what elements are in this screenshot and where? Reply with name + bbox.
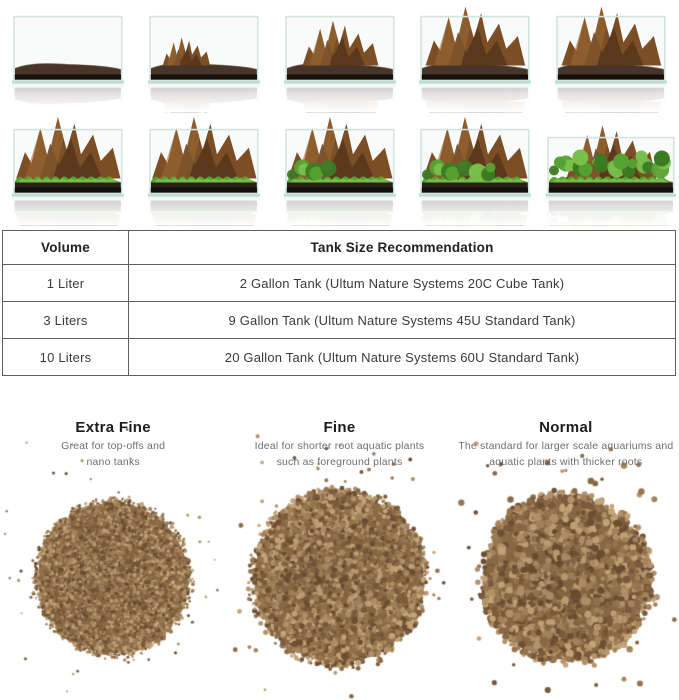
grain-size-description: Ideal for shorter root aquatic plants such as foreground plants <box>254 440 425 468</box>
grain-column-normal <box>453 412 679 700</box>
tank-stage-9-photo <box>407 113 543 226</box>
table-row <box>3 302 676 339</box>
volume-cell: 10 Liters <box>3 339 129 376</box>
tank-stage-10-photo <box>543 113 679 226</box>
grain-size-title: Extra Fine <box>75 419 151 436</box>
column-header-tank-size: Tank Size Recommendation <box>129 231 676 265</box>
tank-stage-5-photo <box>543 0 679 113</box>
recommendation-cell: 2 Gallon Tank (Ultum Nature Systems 20C Cube Tank) <box>129 265 676 302</box>
volume-cell: 1 Liter <box>3 265 129 302</box>
recommendation-cell: 9 Gallon Tank (Ultum Nature Systems 45U Standard Tank) <box>129 302 676 339</box>
tank-stage-4-photo <box>407 0 543 113</box>
grain-size-section <box>0 412 679 700</box>
grain-column-fine <box>226 412 452 700</box>
column-header-volume: Volume <box>3 231 129 265</box>
recommendation-cell: 20 Gallon Tank (Ultum Nature Systems 60U Standard Tank) <box>129 339 676 376</box>
grain-size-title: Normal <box>539 419 593 436</box>
table-row <box>3 339 676 376</box>
table-header-row <box>3 231 676 265</box>
grain-size-description: The standard for larger scale aquariums and aquatic plants with thicker roots <box>458 440 674 468</box>
volume-cell: 3 Liters <box>3 302 129 339</box>
tank-size-table <box>2 230 676 376</box>
tank-stage-2-photo <box>136 0 272 113</box>
grain-column-extra-fine <box>0 412 226 700</box>
grain-size-description: Great for top-offs and nano tanks <box>61 440 166 468</box>
grain-size-title: Fine <box>323 419 356 436</box>
tank-stage-1-photo <box>0 0 136 113</box>
aquascape-progression-grid <box>0 0 679 226</box>
tank-stage-3-photo <box>272 0 408 113</box>
tank-stage-6-photo <box>0 113 136 226</box>
tank-stage-8-photo <box>272 113 408 226</box>
tank-stage-7-photo <box>136 113 272 226</box>
table-row <box>3 265 676 302</box>
